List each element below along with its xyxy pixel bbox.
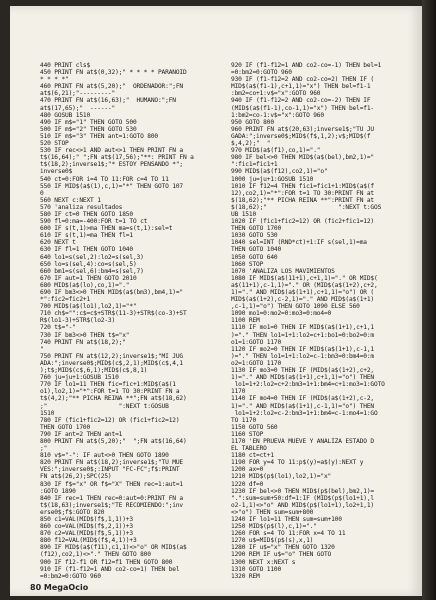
- code-line: t$(18,2);inverse1$;"* ESTOY PENSANDO *";: [40, 161, 184, 169]
- code-line: 470 PRINT FN at$(16,63);" HUMANO:";FN: [40, 97, 176, 105]
- code-line: 620 NEXT t: [40, 239, 76, 247]
- code-listing-right-column: [231, 62, 417, 580]
- code-line: TO 1170: [231, 416, 257, 424]
- code-line: 650 lo=s(sel,4):co=s(sel,5): [40, 260, 137, 268]
- code-line: ":fic1=fic1+1: [231, 161, 278, 169]
- code-line: 500 IF m$="2" THEN GOTO 530: [40, 125, 137, 133]
- code-line: t$(4,2);"** PICHA REINA **";FN at$(18,62): [40, 395, 187, 403]
- magazine-page: [10, 6, 422, 596]
- code-line: 1250 MID$(p$(l),c,1)=".": [231, 523, 317, 531]
- code-line: )="." THEN lo1=1+1:lo2=c+1:bo1=0:bo2=0:m: [231, 331, 375, 339]
- code-line: 700 MID$(a$(lo1),lo2,1)="*": [40, 303, 137, 311]
- code-line: 660 bm1=s(sel,6):bm4=s(sel,7): [40, 267, 144, 275]
- code-line: *":fic2=fic2+1: [40, 296, 91, 304]
- code-line: 850 c1=VAL(MID$(f$,1,1))+3: [40, 516, 133, 523]
- code-line: 900 IF f12-f1 OR f12=f1 THEN GOTO 800: [40, 558, 173, 566]
- code-line: 760 ju=ju+1:GOSUB 1510: [40, 374, 119, 382]
- code-line: =0:bm2=0:GOTO 960: [231, 69, 292, 77]
- code-line: $(18,62);"** PICHA REINA **":PRINT FN at: [231, 196, 375, 204]
- code-line: o2=1:GOTO 1170: [231, 359, 282, 367]
- code-line: 1120 IF mo2=0 THEN IF MID$(a$(1+1),c-1,1: [231, 345, 375, 353]
- code-line: 800 PRINT FN at$(5,20);" ";FN at$(16,64): [40, 437, 187, 445]
- code-line: t$(18,63);inverse1$;"TE RECOMIENDO:";inv: [40, 501, 184, 509]
- code-line: MID$(a$(f1-1),c+1,1)="x") THEN bel=f1-1: [231, 83, 371, 91]
- code-line: 930 IF (f1-f12=2 AND co2-co=2) THEN IF (: [231, 76, 375, 84]
- code-line: 820 PRINT FN at$(18,2);inverse1$;"TU MUE: [40, 459, 184, 467]
- code-line: 590 fl=0:ma=-400:FOR t=1 TO ct: [40, 218, 148, 226]
- code-line: 1210 MID$(p$(lo1),lo2,1)="x": [231, 473, 332, 481]
- code-line: GADA:";inverse0$;MID$(f$,1,2);v$;MID$(f: [231, 132, 371, 140]
- code-line: 1030 GOTO 530: [231, 232, 278, 240]
- code-line: :GOTO 1890: [40, 487, 76, 495]
- code-line: 1290 REM IF u$="o" THEN GOTO: [231, 551, 332, 559]
- code-line: 1100 REM: [231, 317, 260, 325]
- code-line: at$(17,65);" ------": [40, 104, 116, 112]
- code-line: <>"o") THEN sum=sum+800: [231, 508, 314, 516]
- book-spine-shadow: [422, 0, 436, 600]
- code-line: MID$(a$(1+2),c-2,1)="." AND MID$(a$(1+1): [231, 296, 375, 304]
- code-line: a$(11+1),c-1,1)="." OR (MID$(a$(1+2),c+2,: [231, 281, 378, 289]
- code-line: 880 f12=VAL(MID$(f$,4,1))+3: [40, 537, 137, 545]
- code-line: 1170 'EN PRUEVA MUEVE Y ANALIZA ESTADO D: [231, 437, 375, 445]
- code-line: 1300 NEXT x:NEXT s: [231, 558, 296, 566]
- code-line: 480 GOSUB 1510: [40, 111, 91, 119]
- code-line: 890 IF MID$(a$(f11),c1,1)<>"o" OR MID$(a$: [40, 544, 187, 552]
- code-line: 1)="." AND MID$(a$(1+1),c+1,1)="o") THEN: [231, 374, 375, 382]
- code-line: 1260 FOR s=4 TO 11:FOR x=4 TO 11: [231, 530, 346, 538]
- code-line: 740 PRINT FN at$(18,2);": [40, 338, 126, 346]
- code-line: 830 IF f$="x" OR f$="X" THEN rec=1:aut=1: [40, 480, 184, 488]
- code-line: 490 IF m$="1" THEN GOTO 500: [40, 118, 137, 126]
- code-line: o2-1,1)<>"o" AND MID$(p$(lo1+1),lo2+1,1): [231, 501, 375, 509]
- code-line: 1060 STOP: [231, 260, 264, 268]
- code-line: 550 IF MID$(a$(1),c,1)="*" THEN GOTO 107: [40, 182, 184, 190]
- code-line: 1320 REM: [231, 572, 260, 580]
- code-line: 1070 'ANALIZA LOS MAVIMIENTOS: [231, 267, 335, 275]
- code-line: 610 IF s(t,1)=ma THEN fl=1: [40, 232, 133, 240]
- code-line: 1230 IF bel<>0 THEN MID$(p$(bel),bm2,1)=: [231, 487, 375, 495]
- code-line: :bm2=co+1:v$="x":GOTO 960: [231, 90, 321, 98]
- code-line: 990 MID$(a$(f12),co2,1)="o": [231, 168, 328, 176]
- code-line: )="." THEN lo1=1+1:lo2=c-1:bm3=0:bm4=0:m: [231, 352, 375, 360]
- code-line: 1150 GOTO 560: [231, 423, 278, 431]
- code-line: 750 PRINT FN at$(12,2);inverse1$;"MI JUG: [40, 352, 184, 360]
- code-line: inverse0$: [40, 168, 73, 176]
- code-line: ;": [40, 445, 48, 453]
- code-line: 1280 IF u$="x" THEN GOTO 1320: [231, 544, 335, 552]
- code-line: 860 co=VAL(MID$(f$,2,1))+3: [40, 523, 133, 531]
- code-line: 980 IF bel<>0 THEN MID$(a$(bel),bm2,1)=": [231, 154, 375, 162]
- code-line: 1510: [40, 409, 55, 417]
- code-line: $(18,62);" ":NEXT t:GOS: [231, 203, 382, 211]
- code-line: 1160 STOP: [231, 430, 264, 438]
- code-line: 1220 df=0: [231, 480, 264, 488]
- code-line: 710 ch$="":c$=c$+STR$(11-3)+STR$(co-3)+ST: [40, 310, 187, 318]
- code-line: VES:";inverse0$;:INPUT "FC-FC";f$:PRINT: [40, 466, 180, 474]
- code-line: $,4,2);" ": [231, 140, 271, 148]
- code-line: 1310 GOTO 1100: [231, 565, 282, 573]
- code-line: 1)="." AND MID$(a$(1+1),c+1,1)="o") OR (: [231, 289, 375, 296]
- code-line: 1130 IF mo3=0 THEN IF (MID$(a$(1+2),c+2,: [231, 367, 375, 375]
- code-line: 680 MID$(a$(lo),co,1)=".": [40, 281, 130, 289]
- code-line: 870 c2=VAL(MID$(f$,5,1))+3: [40, 530, 133, 538]
- code-line: o1=1:GOTO 1170: [231, 338, 282, 346]
- code-line: 450 PRINT FN at$(0,32);" * * * * PARANOID: [40, 69, 187, 77]
- code-line: UB 1510: [231, 210, 257, 218]
- code-line: 510 IF m$="3" THEN ant=1:GOTO 800: [40, 132, 158, 140]
- code-line: 1040 sel=INT (RND*ct)+1:IF s(sel,1)=ma: [231, 239, 367, 247]
- code-line: 910 IF (f1-f12=1 AND co2-co=1) THEN bel: [40, 565, 180, 573]
- code-line: 920 IF (f1-f12=1 AND co2-co=-1) THEN bel=1: [231, 62, 382, 69]
- code-line: 940 IF (f1-f12=2 AND co2-co=-2) THEN IF: [231, 97, 371, 105]
- code-line: (MID$(a$(f1-1),co-1,1)="x") THEN bel=f1-: [231, 104, 375, 112]
- code-line: 570 'analiza resultados: [40, 203, 123, 211]
- code-line: 1020 IF (fic1+fic2=12) OR (fic2+fic1=12): [231, 218, 375, 226]
- code-line: 1270 u$=MID$(p$(s),x,1): [231, 537, 314, 545]
- code-line: 780 IF (fic1+fic2=12) OR (fic1+fic2=12): [40, 416, 180, 424]
- code-line: 1)="." AND MID$(a$(1+1),c-1,1)="o") THEN: [231, 402, 375, 410]
- code-line: EL TABLERO: [231, 445, 267, 453]
- code-line: THEN GOTO 1700: [231, 225, 282, 233]
- code-line: 580 IF ct=0 THEN GOTO 1850: [40, 210, 133, 218]
- code-line: ": [40, 345, 44, 353]
- code-line: 1190 FOR y=4 TO 11:p$(y)=a$(y):NEXT y: [231, 459, 364, 467]
- code-line: at$(6,21);"---------": [40, 90, 116, 98]
- code-line: 960 PRINT FN at$(20,63);inverse1$;"TU JU: [231, 125, 375, 133]
- code-line: 630 IF fl=1 THEN GOTO 1040: [40, 246, 133, 254]
- code-line: );t$;MID$(c$,6,1);MID$(c$,8,1): [40, 367, 148, 375]
- code-line: 1:bm2=co-1:v$="x":GOTO 960: [231, 111, 324, 119]
- code-line: 1180 ct=ct+1: [231, 452, 274, 460]
- code-line: 440 PRINT cls$: [40, 62, 91, 69]
- code-line: 790 IF ant=2 THEN ant=1: [40, 430, 123, 438]
- code-line: 1080 IF MID$(a$(11+1),c+1,1)="." OR MID$(: [231, 274, 378, 282]
- code-line: 1110 IF mo1=0 THEN IF MID$(a$(1+1),c+1,1: [231, 324, 375, 332]
- code-line: 1140 IF mo4=0 THEN IF (MID$(a$(1+2),c-2,: [231, 395, 375, 403]
- code-line: THEN GOTO 1700: [40, 423, 91, 431]
- code-line: 950 GOTO 800: [231, 118, 274, 126]
- code-listing-left-column: [40, 62, 226, 580]
- code-line: THEN GOTO 1040: [231, 246, 282, 254]
- code-line: 810 v$="-": IF aut<>0 THEN GOTO 1890: [40, 452, 169, 460]
- code-line: 600 IF s(t,1)>ma THEN ma=s(t,1):sel=t: [40, 225, 173, 233]
- code-line: 520 STOP: [40, 140, 69, 148]
- code-line: 690 IF bm3<>0 THEN MID$(a$(bm3),bm4,1)=": [40, 289, 184, 296]
- code-line: 670 IF aut=1 THEN GOTO 2010: [40, 274, 137, 282]
- code-line: 1170: [231, 388, 246, 396]
- code-line: 540 ct=0:FOR i=4 TO 11:FOR c=4 TO 11: [40, 175, 169, 183]
- code-line: R$(lo1-3)+STR$(lo2-3): [40, 317, 116, 325]
- code-line: FN at$(26,2);SPC(25): [40, 473, 112, 481]
- code-line: 730 IF bm3<>0 THEN t$="x": [40, 331, 130, 339]
- code-line: 970 MID$(a$(f1),co,1)=".": [231, 147, 321, 155]
- code-line: lo1=1+2:lo2=c+2:bm3=1+1:bm4=c+1:mo3=1:GOTO: [231, 381, 385, 389]
- code-line: 1200 ax=0: [231, 466, 264, 474]
- code-line: * * * *": [40, 76, 69, 84]
- code-line: ADA:";inverse0$;MID$(c$,2,1);MID$(c$,4,1: [40, 359, 184, 367]
- code-line: 12),co2,1)="*":FOR t=1 TO 30:PRINT FN at: [231, 189, 375, 197]
- code-line: 1240 IF lo1=11 THEN sum=sum+100: [231, 516, 342, 523]
- code-line: 720 t$="-": [40, 324, 76, 332]
- code-line: o1),lo2,1)="*":FOR t=1 TO 30:PRINT FN a: [40, 388, 180, 396]
- code-line: 1050 GOTO 640: [231, 253, 278, 261]
- code-line: 460 PRINT FN at$(5,20);" ORDENADOR:";FN: [40, 83, 184, 91]
- code-line: 770 IF lo1=11 THEN fic=fic+1:MID$(a$(1: [40, 381, 176, 389]
- code-line: =0:bm2=0:GOTO 960: [40, 572, 101, 580]
- code-line: 840 IF rec=1 THEN rec=0:aut=0:PRINT FN a: [40, 494, 184, 502]
- code-line: 560 NEXT c:NEXT 1: [40, 196, 101, 204]
- code-line: 1000 ju=ju+1:GOSUB 1510: [231, 175, 314, 183]
- code-line: (f12),co2,1)<>"." THEN GOTO 800: [40, 551, 151, 559]
- code-line: ;" ":NEXT t:GOSUB: [40, 402, 169, 410]
- code-line: ,c-1,1)="o") THEN GOTO 1090 ELSE 560: [231, 303, 360, 311]
- code-line: 640 lo1=s(sel,2):lo2=s(sel,3): [40, 253, 144, 261]
- code-line: lo1=1+2:lo2=c-2:bm3=1+1:bm4=c-1:mo4=1:GO: [231, 409, 378, 417]
- page-footer: 80 MegaOcio: [30, 583, 89, 592]
- code-line: t$(16,64);" ";FN at$(17,56);"**: PRINT FN a: [40, 154, 194, 162]
- code-line: 1090 mo1=0:mo2=0:mo3=0:mo4=0: [231, 310, 332, 318]
- code-line: ".":sum=sum+50:df=1:IF (MID$(p$(lo1+1),l: [231, 494, 375, 502]
- code-line: 1010 IF f12=4 THEN fic1=fic1+1:MID$(a$(f: [231, 182, 375, 190]
- code-line: 0: [40, 189, 44, 197]
- code-line: erse0$;f$:GOTO 820: [40, 508, 105, 516]
- code-line: 530 IF rec<>1 AND aut<>1 THEN PRINT FN a: [40, 147, 184, 155]
